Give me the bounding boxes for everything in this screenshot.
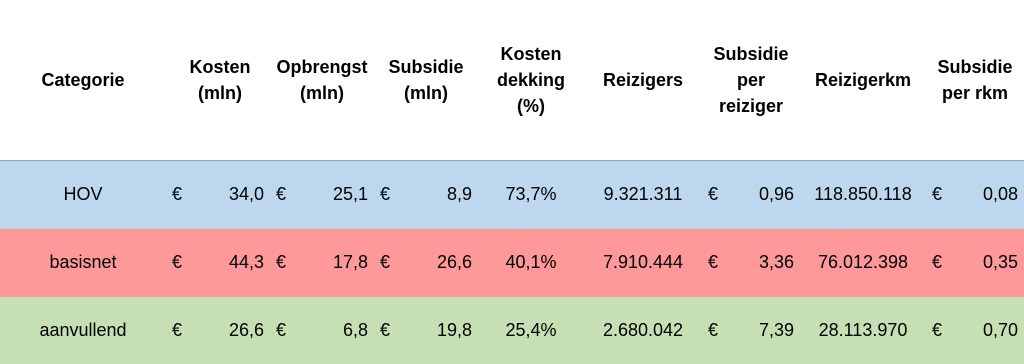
- cell-reizigers: 7.910.444: [602, 252, 684, 272]
- header-categorie: Categorie: [0, 0, 166, 161]
- header-subsidie: [374, 0, 478, 161]
- cell-opbrengst: 17,8: [332, 252, 368, 272]
- cell-reizigers: 9.321.311: [603, 184, 683, 205]
- header-reizigers: Reizigers: [584, 0, 702, 161]
- header-row: [0, 0, 1024, 161]
- cell-currency: €: [276, 184, 287, 205]
- cell-currency: €: [380, 184, 391, 205]
- cell-kosten: 34,0: [228, 184, 264, 205]
- header-subsidie-per-reiziger: [702, 0, 800, 161]
- cell-currency: €: [932, 184, 943, 205]
- cell-subsidie-per-reiziger: 3,36: [758, 252, 794, 272]
- cell-subsidie-per-rkm: 0,08: [982, 184, 1018, 205]
- header-subsidie-per-rkm-label: Subsidie per rkm: [937, 57, 1013, 103]
- header-opbrengst: [270, 0, 374, 161]
- cell-reizigerkm: 28.113.970: [818, 319, 908, 340]
- cell-subsidie: 8,9: [446, 184, 472, 205]
- cell-opbrengst: 6,8: [342, 319, 368, 340]
- header-kostendekking: [478, 0, 584, 161]
- cell-currency: €: [708, 184, 719, 205]
- cell-reizigerkm: 76.012.398: [817, 252, 909, 272]
- cell-reizigers: 2.680.042: [602, 319, 684, 340]
- cell-categorie: HOV: [63, 184, 103, 205]
- header-kosten-label: Kosten (mln): [189, 57, 251, 103]
- header-subsidie-label: Subsidie (mln): [388, 57, 464, 103]
- header-kosten: [166, 0, 270, 161]
- cell-kosten: 26,6: [228, 319, 264, 340]
- table-row-basisnet: [0, 229, 1024, 297]
- cell-subsidie: 26,6: [436, 252, 472, 272]
- table-row-aanvullend: [0, 297, 1024, 364]
- cell-currency: €: [708, 319, 719, 340]
- cell-subsidie-per-reiziger: 0,96: [758, 184, 794, 205]
- cell-categorie: aanvullend: [39, 319, 127, 340]
- header-reizigerkm: Reizigerkm: [800, 0, 926, 161]
- table-row-hov: [0, 161, 1024, 229]
- cell-kosten: 44,3: [228, 252, 264, 272]
- cell-subsidie-per-rkm: 0,70: [982, 319, 1018, 340]
- cell-currency: €: [172, 184, 183, 205]
- cell-kostendekking: 73,7%: [505, 184, 557, 205]
- cell-currency: €: [276, 319, 287, 340]
- cell-currency: €: [172, 319, 183, 340]
- cell-reizigerkm: 118.850.118: [814, 184, 912, 205]
- cell-currency: €: [380, 252, 391, 272]
- cell-subsidie-per-rkm: 0,35: [982, 252, 1018, 272]
- cell-kostendekking: 40,1%: [505, 252, 557, 272]
- header-kostendekking-label: Kosten dekking (%): [496, 44, 566, 116]
- header-opbrengst-label: Opbrengst (mln): [276, 57, 368, 103]
- cell-currency: €: [708, 252, 719, 272]
- cell-kostendekking: 25,4%: [505, 319, 557, 340]
- header-subsidie-per-reiziger-label: Subsidie per reiziger: [713, 44, 789, 116]
- cell-opbrengst: 25,1: [332, 184, 368, 205]
- header-subsidie-per-rkm: [926, 0, 1024, 161]
- cell-subsidie: 19,8: [436, 319, 472, 340]
- cell-subsidie-per-reiziger: 7,39: [758, 319, 794, 340]
- cell-currency: €: [380, 319, 391, 340]
- cell-currency: €: [932, 319, 943, 340]
- cell-categorie: basisnet: [49, 252, 117, 272]
- cell-currency: €: [276, 252, 287, 272]
- cell-currency: €: [172, 252, 183, 272]
- cell-currency: €: [932, 252, 943, 272]
